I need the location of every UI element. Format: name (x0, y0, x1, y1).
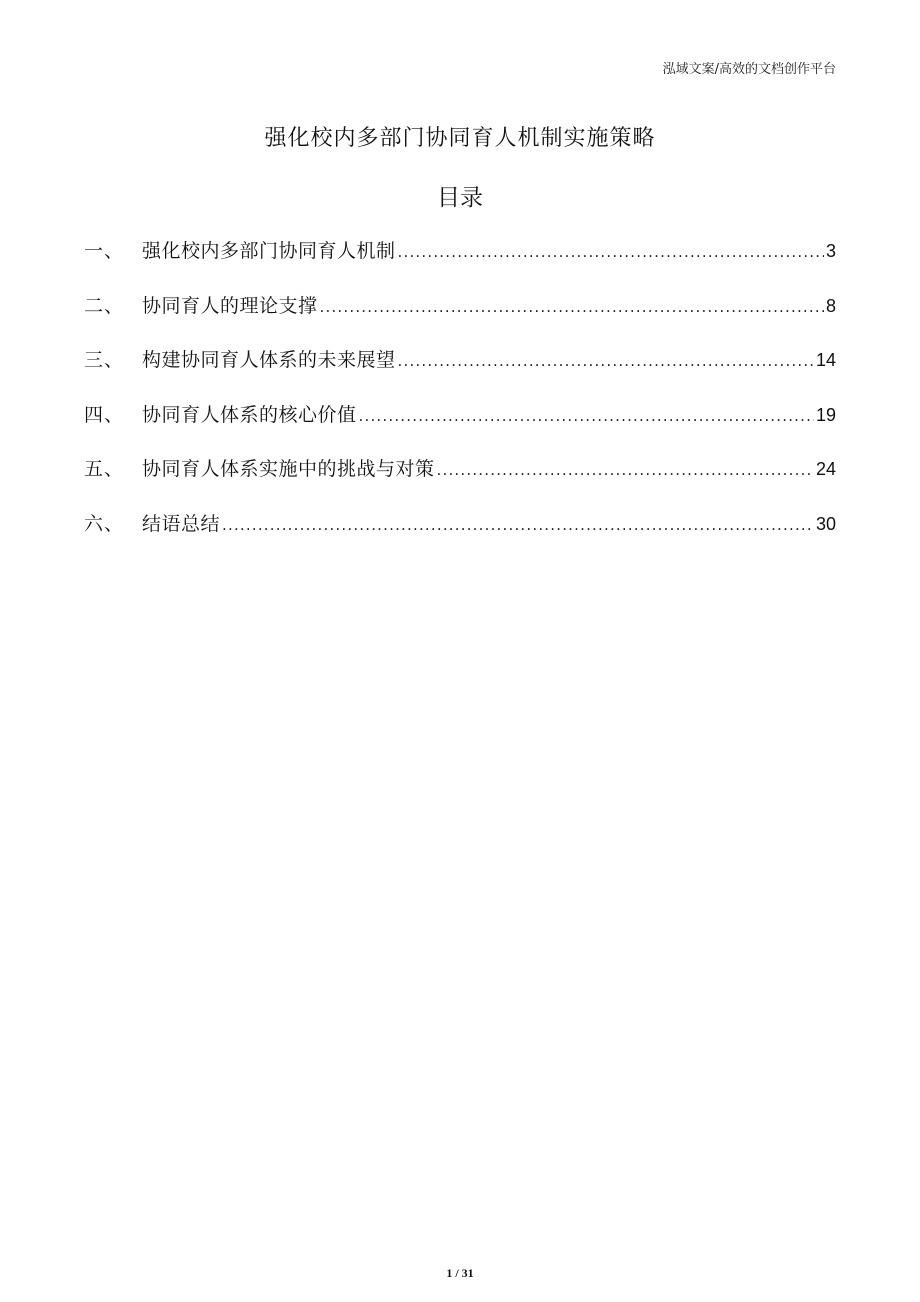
page-header: 泓域文案/高效的文档创作平台 (662, 62, 836, 77)
page-number: 1 / 31 (446, 1266, 474, 1280)
toc-entry-page: 14 (815, 350, 836, 371)
toc-entry-number: 一、 (84, 240, 125, 262)
toc-dot-leader (359, 398, 814, 434)
toc-entry[interactable] (84, 288, 836, 324)
toc-entry-text: 协同育人体系实施中的挑战与对策 (142, 458, 435, 481)
document-title: 强化校内多部门协同育人机制实施策略 (264, 126, 656, 151)
table-of-contents (84, 233, 836, 561)
toc-entry-page: 19 (815, 404, 836, 425)
toc-entry[interactable] (84, 397, 836, 433)
toc-dot-leader (437, 452, 814, 488)
toc-entry-text: 协同育人体系的核心价值 (142, 403, 357, 426)
toc-dot-leader (320, 289, 824, 325)
toc-entry-number: 四、 (84, 403, 125, 426)
toc-entry-text: 结语总结 (142, 512, 221, 535)
toc-entry-page: 30 (815, 513, 836, 534)
toc-entry[interactable] (84, 342, 836, 378)
toc-entry[interactable] (84, 233, 836, 269)
toc-dot-leader (398, 343, 814, 379)
toc-entry-text: 构建协同育人体系的未来展望 (142, 349, 396, 372)
toc-entry-page: 3 (825, 241, 836, 261)
toc-entry-number: 三、 (84, 349, 125, 372)
toc-entry-page: 24 (815, 459, 836, 480)
toc-entry-number: 五、 (84, 458, 125, 481)
toc-entry-number: 六、 (84, 512, 125, 535)
toc-entry-text: 协同育人的理论支撑 (142, 294, 318, 317)
toc-heading: 目录 (437, 185, 483, 211)
toc-entry-number: 二、 (84, 294, 125, 317)
toc-dot-leader (398, 234, 824, 270)
toc-entry-page: 8 (825, 295, 836, 316)
toc-entry[interactable] (84, 451, 836, 487)
toc-entry[interactable] (84, 506, 836, 542)
toc-dot-leader (222, 507, 814, 543)
toc-entry-text: 强化校内多部门协同育人机制 (142, 240, 396, 262)
